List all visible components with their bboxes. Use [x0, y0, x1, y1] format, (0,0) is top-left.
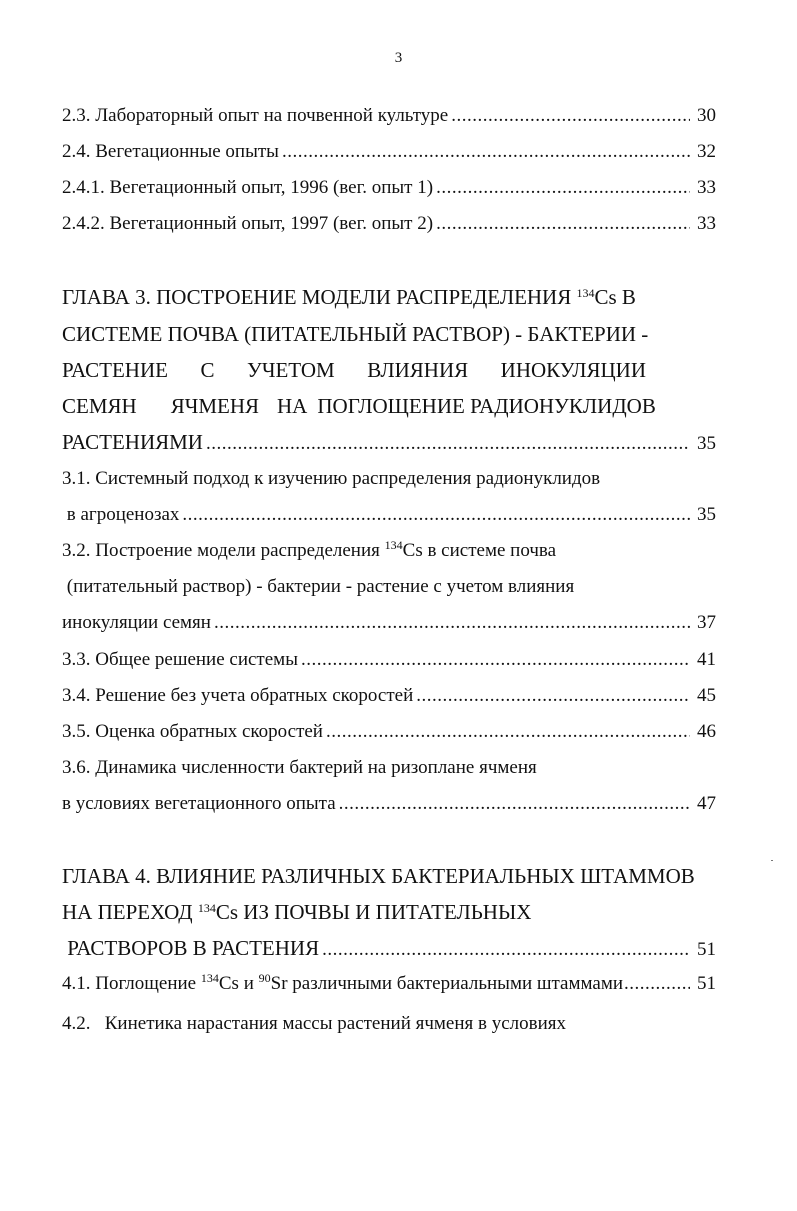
toc-entry-page: 46: [697, 721, 716, 742]
toc-entry-page: 47: [697, 793, 716, 814]
toc-leader-dots: [451, 104, 690, 128]
toc-entry-3-4: [62, 684, 716, 708]
toc-entry-title-part: Cs в системе почва: [402, 540, 557, 561]
isotope-mass-superscript: 134: [384, 538, 403, 552]
toc-entry-3-2: [62, 611, 716, 635]
heading-word: ИНОКУЛЯЦИИ: [500, 358, 646, 382]
toc-entry-3-2-line-1: [62, 539, 716, 563]
toc-entry-page: 51: [697, 973, 716, 994]
chapter-4-heading-line-2: [62, 900, 716, 924]
chapter-4-title-part: Cs ИЗ ПОЧВЫ И ПИТАТЕЛЬНЫХ: [215, 900, 532, 924]
toc-entry-title: РАСТВОРОВ В РАСТЕНИЯ: [62, 936, 320, 960]
toc-entry-3-3: [62, 648, 716, 672]
page-number: 3: [394, 50, 403, 66]
chapter-3-heading-line-5: [62, 430, 716, 456]
toc-entry-page: 35: [697, 504, 716, 525]
toc-entry-title-part: 3.2. Построение модели распределения: [62, 540, 385, 561]
toc-entry-title-part: 4.1. Поглощение: [62, 973, 201, 994]
heading-word: НА: [277, 394, 308, 418]
toc-entry-title: 2.4.2. Вегетационный опыт, 1997 (вег. опыт 2): [62, 213, 434, 234]
isotope-mass-superscript: 134: [200, 971, 219, 985]
toc-entry-2-4-2: [62, 212, 716, 236]
chapter-3-heading-line-4: [62, 394, 716, 418]
toc-entry-page: 33: [697, 213, 716, 234]
toc-entry-3-5: [62, 720, 716, 744]
toc-entry-title: в агроценозах: [62, 504, 180, 525]
toc-entry-title-part: Sr различными бактериальными штаммами: [270, 973, 624, 994]
toc-leader-dots: [339, 792, 690, 816]
toc-leader-dots: [436, 176, 690, 200]
toc-entry-title: 2.4. Вегетационные опыты: [62, 141, 279, 162]
toc-leader-dots: [436, 212, 690, 236]
heading-word: ВЛИЯНИЯ: [367, 358, 469, 382]
heading-word: ЯЧМЕНЯ: [170, 394, 260, 418]
toc-leader-dots: [182, 503, 690, 527]
toc-entry-page: 51: [697, 939, 716, 960]
isotope-mass-superscript: 90: [258, 971, 271, 985]
chapter-3-heading-line-2: СИСТЕМЕ ПОЧВА (ПИТАТЕЛЬНЫЙ РАСТВОР) - БАКТЕРИИ -: [62, 322, 649, 346]
toc-entry-title: в условиях вегетационного опыта: [62, 793, 336, 814]
toc-entry-4-2-line-1: 4.2. Кинетика нарастания массы растений ячменя в условиях: [62, 1013, 567, 1034]
chapter-3-heading-line-3: [62, 358, 646, 382]
chapter-4-heading-line-1: ГЛАВА 4. ВЛИЯНИЕ РАЗЛИЧНЫХ БАКТЕРИАЛЬНЫХ ШТАММОВ: [62, 864, 695, 888]
toc-leader-dots: [206, 432, 690, 456]
toc-entry-title-part: Cs и: [218, 973, 259, 994]
toc-entry-2-4-1: [62, 176, 716, 200]
chapter-4-title-part: НА ПЕРЕХОД: [62, 900, 198, 924]
toc-entry-title: 3.3. Общее решение системы: [62, 649, 298, 670]
toc-entry-2-3: [62, 104, 716, 128]
toc-entry-page: 41: [697, 649, 716, 670]
toc-leader-dots: [624, 972, 690, 996]
toc-entry-page: 32: [697, 141, 716, 162]
toc-entry-2-4: [62, 140, 716, 164]
toc-entry-3-1-line-1: 3.1. Системный подход к изучению распределения радионуклидов: [62, 468, 601, 489]
toc-entry-title: 3.4. Решение без учета обратных скоростей: [62, 685, 414, 706]
isotope-mass-superscript: 134: [197, 901, 216, 915]
heading-word: УЧЕТОМ: [246, 358, 335, 382]
toc-entry-page: 30: [697, 105, 716, 126]
toc-leader-dots: [326, 720, 690, 744]
toc-entry-page: 37: [697, 612, 716, 633]
chapter-3-heading-line-1: [62, 285, 716, 309]
toc-entry-3-2-line-2: (питательный раствор) - бактерии - растение с учетом влияния: [62, 576, 575, 597]
chapter-4-heading-line-3: [62, 936, 716, 962]
toc-entry-title: 2.3. Лабораторный опыт на почвенной культуре: [62, 105, 449, 126]
toc-entry-page: 45: [697, 685, 716, 706]
toc-entry-3-6: [62, 792, 716, 816]
chapter-3-title-part: Cs В: [594, 285, 636, 309]
heading-word: ПОГЛОЩЕНИЕ РАДИОНУКЛИДОВ: [317, 394, 656, 418]
toc-entry-3-1: [62, 503, 716, 527]
toc-leader-dots: [416, 684, 690, 708]
chapter-3-title-part: ГЛАВА 3. ПОСТРОЕНИЕ МОДЕЛИ РАСПРЕДЕЛЕНИЯ: [62, 285, 577, 309]
toc-leader-dots: [214, 611, 690, 635]
toc-entry-title: [62, 972, 623, 996]
heading-word: РАСТЕНИЕ: [62, 358, 168, 382]
toc-entry-title: 2.4.1. Вегетационный опыт, 1996 (вег. опыт 1): [62, 177, 434, 198]
toc-leader-dots: [322, 938, 690, 962]
toc-leader-dots: [282, 140, 690, 164]
heading-word: С: [200, 358, 215, 382]
isotope-mass-superscript: 134: [576, 286, 595, 300]
toc-entry-page: 33: [697, 177, 716, 198]
scan-speck: [771, 860, 773, 861]
toc-entry-4-1: [62, 972, 716, 996]
toc-entry-3-6-line-1: 3.6. Динамика численности бактерий на ризоплане ячменя: [62, 757, 537, 778]
heading-word: СЕМЯН: [62, 394, 137, 418]
toc-entry-page: 35: [697, 433, 716, 454]
toc-entry-title: 3.5. Оценка обратных скоростей: [62, 721, 323, 742]
toc-leader-dots: [301, 648, 690, 672]
toc-entry-title: инокуляции семян: [62, 612, 211, 633]
toc-entry-title: РАСТЕНИЯМИ: [62, 430, 203, 454]
